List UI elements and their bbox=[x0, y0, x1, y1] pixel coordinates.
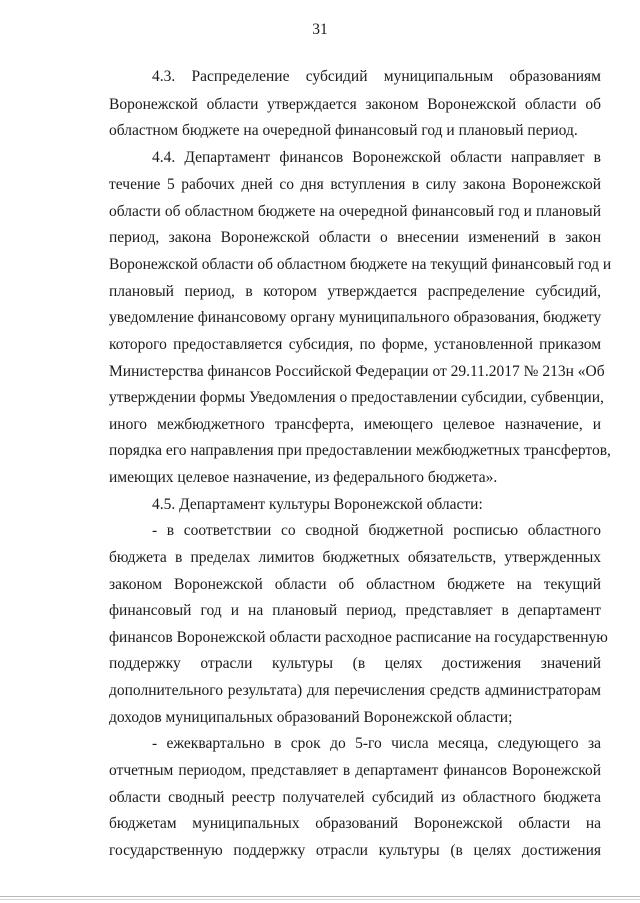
text-line: отчетным периодом, представляет в департамент финансов Воронежской bbox=[109, 762, 601, 779]
page-number: 31 bbox=[312, 21, 328, 38]
text-line: течение 5 рабочих дней со дня вступления в силу закона Воронежской bbox=[109, 176, 601, 193]
text-line: которого предоставляется субсидия, по форме, установленной приказом bbox=[109, 336, 601, 353]
scan-edge-line bbox=[0, 899, 640, 900]
text-line: имеющих целевое назначение, из федерального бюджета». bbox=[109, 469, 498, 486]
text-line: финансовый год и на плановый период, представляет в департамент bbox=[109, 602, 601, 619]
text-line: области об областном бюджете на очередной финансовый год и плановый bbox=[109, 203, 601, 220]
text-line: бюджета в пределах лимитов бюджетных обязательств, утвержденных bbox=[109, 549, 601, 566]
text-line: законом Воронежской области об областном бюджете на текущий bbox=[109, 576, 601, 593]
scan-edge-line bbox=[0, 896, 640, 897]
text-line: уведомление финансовому органу муниципального образования, бюджету bbox=[109, 309, 602, 326]
text-line: 4.5. Департамент культуры Воронежской области: bbox=[152, 496, 483, 513]
text-line: Воронежской области утверждается законом Воронежской области об bbox=[109, 96, 601, 113]
text-line: государственную поддержку отрасли культуры (в целях достижения bbox=[109, 842, 601, 859]
text-line: 4.4. Департамент финансов Воронежской области направляет в bbox=[152, 149, 601, 166]
text-line: 4.3. Распределение субсидий муниципальным образованиям bbox=[152, 68, 601, 85]
text-line: Воронежской области об областном бюджете на текущий финансовый год и bbox=[109, 256, 612, 273]
text-line: бюджетам муниципальных образований Воронежской области на bbox=[109, 815, 601, 832]
text-line: период, закона Воронежской области о внесении изменений в закон bbox=[109, 229, 601, 246]
text-line: - в соответствии со сводной бюджетной росписью областного bbox=[152, 522, 601, 539]
text-line: Министерства финансов Российской Федерации от 29.11.2017 № 213н «Об bbox=[109, 363, 605, 380]
text-line: порядка его направления при предоставлении межбюджетных трансфертов, bbox=[109, 442, 611, 459]
text-line: дополнительного результата) для перечисления средств администраторам bbox=[109, 682, 601, 699]
text-line: плановый период, в котором утверждается распределение субсидий, bbox=[109, 283, 601, 300]
text-line: доходов муниципальных образований Воронежской области; bbox=[109, 709, 513, 726]
text-line: утверждении формы Уведомления о предоставлении субсидии, субвенции, bbox=[109, 389, 604, 406]
text-line: иного межбюджетного трансферта, имеющего целевое назначение, и bbox=[109, 416, 601, 433]
text-line: поддержку отрасли культуры (в целях достижения значений bbox=[109, 655, 601, 672]
text-line: - ежеквартально в срок до 5-го числа месяца, следующего за bbox=[152, 735, 601, 752]
text-line: областном бюджете на очередной финансовый год и плановый период. bbox=[109, 122, 578, 139]
text-line: области сводный реестр получателей субсидий из областного бюджета bbox=[109, 789, 601, 806]
text-line: финансов Воронежской области расходное расписание на государственную bbox=[109, 629, 608, 646]
